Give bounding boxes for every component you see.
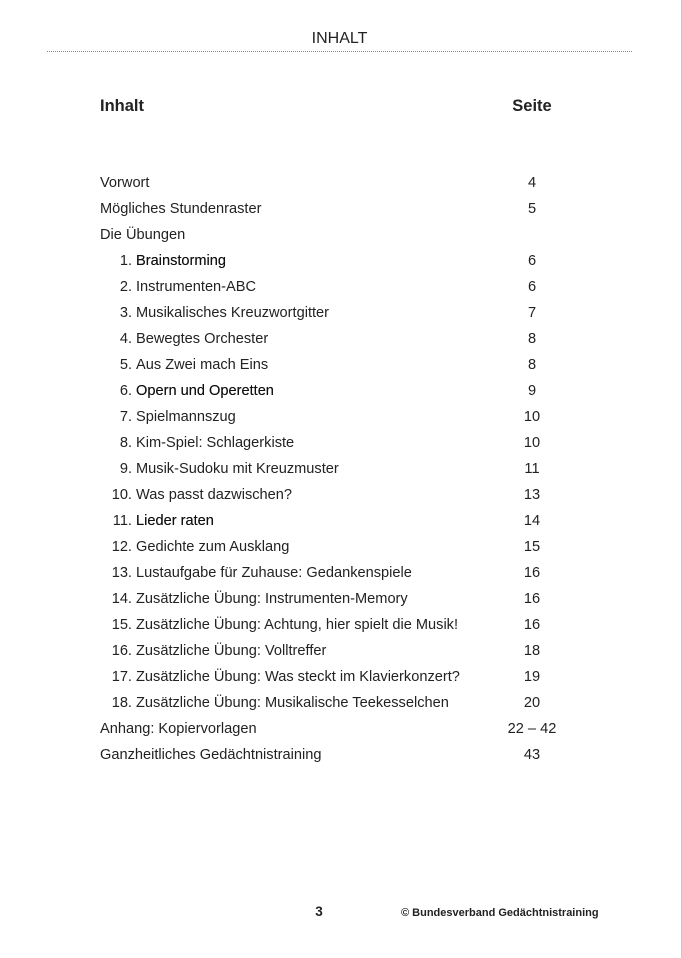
toc-entry-text: Musik-Sudoku mit Kreuzmuster: [136, 461, 339, 477]
toc-entry-page: 4: [527, 175, 537, 191]
toc-entry-text: Spielmannszug: [136, 409, 236, 425]
toc-entry-title: [100, 718, 257, 740]
toc-entry-text: Die Übungen: [100, 227, 186, 243]
toc-entry-page: 10: [523, 435, 541, 451]
toc-entry[interactable]: [0, 588, 682, 614]
toc-entry[interactable]: [0, 614, 682, 640]
toc-entry-number: 11.: [112, 513, 132, 529]
toc-entry-title: [100, 614, 458, 636]
toc-entry-number: 1.: [119, 253, 132, 269]
toc-entry-title: [100, 302, 329, 324]
toc-entry-title: [100, 588, 408, 610]
toc-entry-title: [100, 744, 321, 766]
toc-entry[interactable]: [0, 432, 682, 458]
header-dotted-rule: [47, 51, 632, 52]
toc-entry-text: Gedichte zum Ausklang: [136, 539, 290, 555]
toc-entry-page: 5: [527, 201, 537, 217]
running-header-title: INHALT: [311, 30, 368, 47]
toc-entry-text: Instrumenten-ABC: [136, 279, 257, 295]
toc-entry-page: 22 – 42: [507, 721, 557, 737]
toc-entry-title: [100, 250, 226, 272]
toc-entry-title: [100, 276, 256, 298]
toc-entry-text: Lieder raten: [136, 513, 214, 529]
toc-entry-number: 6.: [119, 383, 132, 399]
toc-entry-page: 7: [527, 305, 537, 321]
toc-entry-text: Ganzheitliches Gedächtnistraining: [100, 747, 322, 763]
toc-entry-text: Vorwort: [100, 175, 150, 191]
toc-entry[interactable]: [0, 406, 682, 432]
toc-entry-number: 5.: [119, 357, 132, 373]
toc-entry[interactable]: [0, 536, 682, 562]
toc-entry-text: Zusätzliche Übung: Volltreffer: [136, 643, 327, 659]
toc-entry-title: [100, 484, 292, 506]
toc-entry-title: [100, 198, 261, 220]
toc-entry-number: 15.: [111, 617, 132, 633]
toc-entry-page: 15: [523, 539, 541, 555]
toc-entry-title: [100, 562, 412, 584]
toc-entry-title: [100, 536, 289, 558]
toc-entry-text: Aus Zwei mach Eins: [136, 357, 269, 373]
toc-entry-title: [100, 458, 339, 480]
column-heading-page: Seite: [512, 97, 552, 115]
toc-entry-text: Bewegtes Orchester: [136, 331, 269, 347]
toc-entry-text: Was passt dazwischen?: [136, 487, 293, 503]
toc-entry[interactable]: [0, 172, 682, 198]
toc-entry-title: [100, 432, 294, 454]
toc-entry-number: 2.: [119, 279, 132, 295]
toc-entry-page: 8: [527, 331, 537, 347]
toc-entry-number: 4.: [119, 331, 132, 347]
toc-entry-title: [100, 328, 268, 350]
toc-entry-page: 16: [523, 591, 541, 607]
toc-entry-number: 12.: [111, 539, 132, 555]
toc-entry[interactable]: [0, 640, 682, 666]
toc-entry-number: 3.: [119, 305, 132, 321]
toc-entry-title: [100, 380, 274, 402]
toc-entry-page: 8: [527, 357, 537, 373]
table-of-contents: [0, 172, 682, 770]
toc-entry-text: Zusätzliche Übung: Musikalische Teekesselchen: [136, 695, 449, 711]
toc-entry-page: 43: [523, 747, 541, 763]
toc-entry-number: 7.: [119, 409, 132, 425]
toc-entry-text: Lustaufgabe für Zuhause: Gedankenspiele: [136, 565, 412, 581]
toc-entry-title: [100, 406, 236, 428]
toc-entry-page: 16: [523, 565, 541, 581]
column-heading-contents: Inhalt: [100, 97, 144, 115]
toc-entry[interactable]: [0, 458, 682, 484]
toc-entry-title: [100, 224, 185, 246]
toc-entry[interactable]: [0, 692, 682, 718]
toc-entry-page: 20: [523, 695, 541, 711]
toc-entry-text: Zusätzliche Übung: Achtung, hier spielt die Musik!: [136, 617, 459, 633]
toc-entry-text: Kim-Spiel: Schlagerkiste: [136, 435, 295, 451]
toc-entry[interactable]: [0, 302, 682, 328]
toc-entry-text: Opern und Operetten: [136, 383, 274, 399]
toc-entry[interactable]: [0, 354, 682, 380]
toc-entry-number: 17.: [111, 669, 132, 685]
footer-page-number: 3: [315, 904, 323, 919]
toc-entry-page: 10: [523, 409, 541, 425]
toc-entry[interactable]: [0, 224, 682, 250]
toc-entry-text: Musikalisches Kreuzwortgitter: [136, 305, 330, 321]
toc-entry-title: [100, 172, 149, 194]
toc-entry[interactable]: [0, 198, 682, 224]
toc-entry-page: 6: [527, 253, 537, 269]
toc-entry[interactable]: [0, 744, 682, 770]
toc-entry-page: 14: [523, 513, 541, 529]
toc-entry-title: [100, 640, 326, 662]
toc-entry-text: Zusätzliche Übung: Was steckt im Klavierkonzert?: [136, 669, 460, 685]
toc-entry[interactable]: [0, 250, 682, 276]
toc-entry[interactable]: [0, 380, 682, 406]
toc-entry-page: 13: [523, 487, 541, 503]
toc-entry-title: [100, 666, 460, 688]
toc-entry-text: Anhang: Kopiervorlagen: [100, 721, 257, 737]
toc-entry-text: Mögliches Stundenraster: [100, 201, 262, 217]
toc-entry-page: 16: [523, 617, 541, 633]
toc-entry-page: 9: [527, 383, 537, 399]
toc-entry-page: 18: [523, 643, 541, 659]
toc-entry[interactable]: [0, 718, 682, 744]
toc-entry[interactable]: [0, 276, 682, 302]
toc-entry-title: [100, 510, 214, 532]
toc-entry-number: 18.: [111, 695, 132, 711]
toc-entry-title: [100, 692, 449, 714]
toc-entry-title: [100, 354, 268, 376]
toc-entry-number: 8.: [119, 435, 132, 451]
toc-entry[interactable]: [0, 666, 682, 692]
toc-entry-page: 19: [523, 669, 541, 685]
toc-entry-number: 14.: [111, 591, 132, 607]
toc-entry-text: Zusätzliche Übung: Instrumenten-Memory: [136, 591, 408, 607]
toc-entry[interactable]: [0, 510, 682, 536]
toc-entry[interactable]: [0, 328, 682, 354]
toc-entry-page: 6: [527, 279, 537, 295]
toc-entry-number: 10.: [111, 487, 132, 503]
toc-entry-page: 11: [524, 461, 540, 477]
toc-entry[interactable]: [0, 562, 682, 588]
toc-entry[interactable]: [0, 484, 682, 510]
toc-entry-text: Brainstorming: [136, 253, 227, 269]
toc-entry-number: 16.: [111, 643, 132, 659]
toc-entry-number: 9.: [119, 461, 132, 477]
footer-copyright: © Bundesverband Gedächtnistraining: [401, 907, 599, 919]
toc-entry-number: 13.: [111, 565, 132, 581]
